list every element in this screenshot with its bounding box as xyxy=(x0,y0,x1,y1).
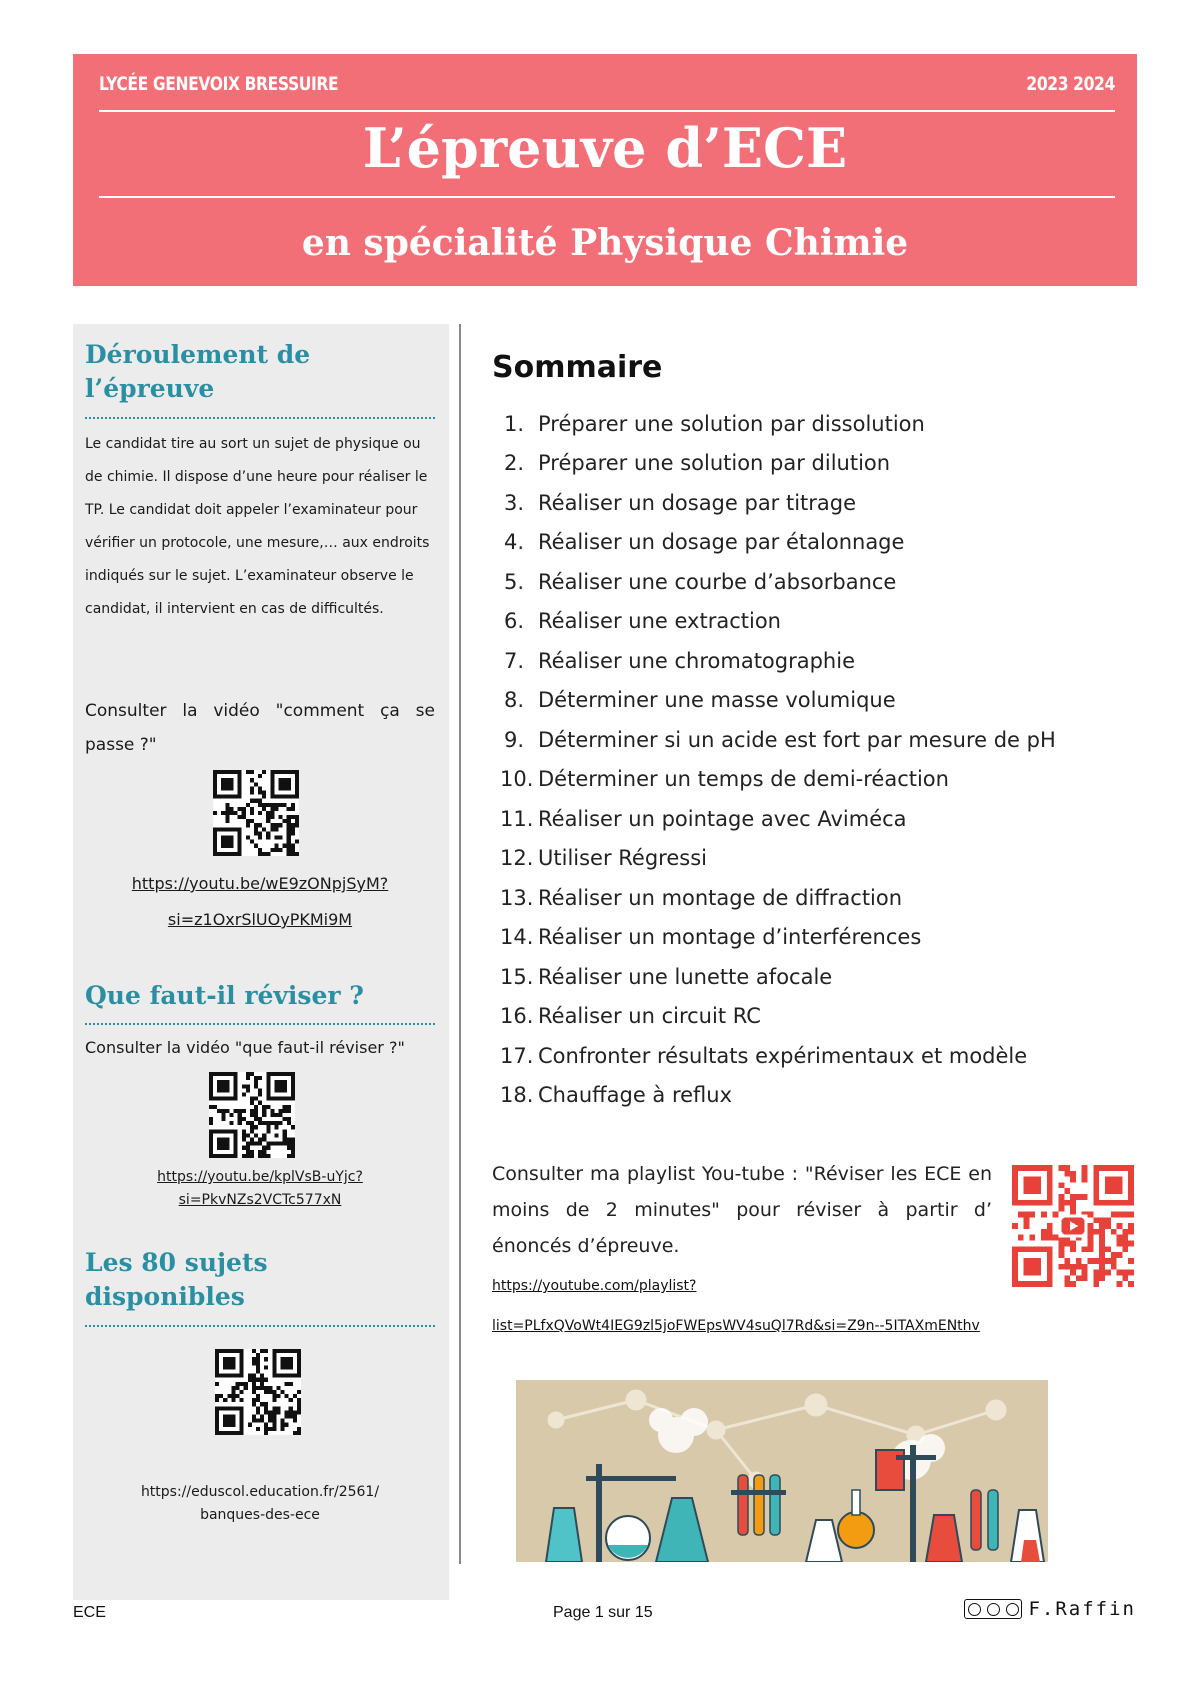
playlist-link[interactable] xyxy=(492,1266,1052,1346)
author-name: F.Raffin xyxy=(1028,1598,1136,1620)
summary-item xyxy=(500,444,1060,484)
summary-item-number: 7. xyxy=(503,648,524,673)
cc-dot xyxy=(987,1603,1000,1616)
page-title: L’épreuve d’ECE xyxy=(362,116,848,180)
cc-dot xyxy=(1006,1603,1019,1616)
summary-item-number: 2. xyxy=(503,451,524,476)
summary-item xyxy=(500,1036,1060,1076)
reviser-video-instruction: Consulter la vidéo "que faut-il réviser ?" xyxy=(85,1038,405,1057)
school-name: LYCÉE GENEVOIX BRESSUIRE xyxy=(99,73,339,95)
summary-item xyxy=(500,641,1060,681)
summary-item-number: 11. xyxy=(500,806,534,831)
reviser-link-line1[interactable]: https://youtu.be/kplVsB-uYjc? xyxy=(157,1169,363,1185)
summary-item-number: 5. xyxy=(503,569,524,594)
summary-item-number: 14. xyxy=(500,925,534,950)
heading-line: Les 80 sujets xyxy=(85,1248,268,1277)
summary-item-label: Réaliser une extraction xyxy=(538,609,781,634)
page-number: Page 1 sur 15 xyxy=(553,1604,653,1621)
header-banner xyxy=(73,54,1137,286)
sidebar xyxy=(73,324,449,1600)
qr-code-icon[interactable] xyxy=(209,1072,295,1158)
school-year: 2023 2024 xyxy=(1026,73,1115,95)
summary-item-label: Réaliser un circuit RC xyxy=(538,1004,761,1029)
cc-by-nc-sa-icon xyxy=(964,1599,1022,1619)
summary-item-label: Chauffage à reflux xyxy=(538,1083,733,1108)
summary-item xyxy=(500,760,1060,800)
section-divider xyxy=(85,417,435,419)
qr-code-icon[interactable] xyxy=(215,1349,301,1435)
summary-item-number: 13. xyxy=(500,885,534,910)
summary-item-number: 4. xyxy=(503,530,524,555)
section-heading-deroulement xyxy=(85,338,435,406)
summary-item-number: 3. xyxy=(503,490,524,515)
summary-item xyxy=(500,878,1060,918)
summary-item xyxy=(500,523,1060,563)
summary-item-number: 10. xyxy=(500,767,534,792)
summary-list xyxy=(500,404,1060,1115)
footer-left: ECE xyxy=(73,1604,106,1621)
playlist-text: Consulter ma playlist You-tube : "Réviser les ECE en moins de 2 minutes" pour réviser à partir d’ énoncés d’épreuve. xyxy=(492,1163,992,1257)
heading-line: disponibles xyxy=(85,1282,245,1311)
summary-item xyxy=(500,997,1060,1037)
summary-item-number: 15. xyxy=(500,964,534,989)
summary-item xyxy=(500,483,1060,523)
summary-item xyxy=(500,839,1060,879)
page-subtitle: en spécialité Physique Chimie xyxy=(301,222,909,264)
summary-item xyxy=(500,681,1060,721)
summary-item-label: Réaliser un montage de diffraction xyxy=(538,885,903,910)
summary-item-label: Déterminer un temps de demi-réaction xyxy=(538,767,949,792)
summary-item xyxy=(500,957,1060,997)
banner-rule-bottom xyxy=(99,196,1115,198)
cc-dot xyxy=(968,1603,981,1616)
summary-item xyxy=(500,918,1060,958)
eduscol-link-line1[interactable]: https://eduscol.education.fr/2561/ xyxy=(140,1484,380,1500)
summary-item-label: Préparer une solution par dissolution xyxy=(538,411,925,436)
summary-item-label: Réaliser un pointage avec Aviméca xyxy=(538,806,907,831)
column-divider xyxy=(459,324,461,1564)
summary-item xyxy=(500,562,1060,602)
summary-item xyxy=(500,799,1060,839)
summary-item xyxy=(500,720,1060,760)
summary-item-label: Déterminer une masse volumique xyxy=(538,688,896,713)
summary-item-number: 8. xyxy=(503,688,524,713)
heading-line: l’épreuve xyxy=(85,374,215,403)
summary-item-label: Réaliser une courbe d’absorbance xyxy=(538,569,897,594)
section-heading-sujets xyxy=(85,1246,435,1314)
qr-pattern xyxy=(209,1072,295,1158)
summary-item xyxy=(500,1076,1060,1116)
summary-item xyxy=(500,404,1060,444)
summary-title: Sommaire xyxy=(492,350,663,385)
reviser-link-line2[interactable]: si=PkvNZs2VCTc577xN xyxy=(178,1192,342,1208)
summary-item-label: Préparer une solution par dilution xyxy=(538,451,891,476)
summary-item-number: 16. xyxy=(500,1004,534,1029)
summary-item-label: Réaliser une lunette afocale xyxy=(538,964,833,989)
footer-author xyxy=(964,1598,1136,1620)
section-heading-reviser: Que faut-il réviser ? xyxy=(85,981,364,1010)
summary-item-number: 1. xyxy=(503,411,524,436)
qr-pattern xyxy=(213,770,299,856)
summary-item-label: Confronter résultats expérimentaux et modèle xyxy=(538,1043,1028,1068)
qr-pattern xyxy=(215,1349,301,1435)
video-link-line1[interactable]: https://youtu.be/wE9zONpjSyM? xyxy=(131,874,389,893)
video-instruction: Consulter la vidéo "comment ça se passe ?" xyxy=(85,701,435,755)
summary-item-number: 9. xyxy=(503,727,524,752)
summary-item xyxy=(500,602,1060,642)
summary-item-number: 12. xyxy=(500,846,534,871)
eduscol-link-line2[interactable]: banques-des-ece xyxy=(200,1507,320,1523)
summary-item-number: 18. xyxy=(500,1083,534,1108)
summary-item-label: Déterminer si un acide est fort par mesure de pH xyxy=(538,727,1056,752)
banner-rule-top xyxy=(99,110,1115,112)
playlist-link-line1[interactable]: https://youtube.com/playlist? xyxy=(492,1278,697,1294)
qr-code-icon[interactable] xyxy=(213,770,299,856)
summary-item-label: Réaliser un dosage par titrage xyxy=(538,490,857,515)
summary-item-number: 6. xyxy=(503,609,524,634)
section-divider xyxy=(85,1325,435,1327)
summary-item-label: Réaliser un dosage par étalonnage xyxy=(538,530,905,555)
section-divider xyxy=(85,1023,435,1025)
video-link-line2[interactable]: si=z1OxrSlUOyPKMi9M xyxy=(167,910,353,929)
summary-item-number: 17. xyxy=(500,1043,534,1068)
deroulement-paragraph: Le candidat tire au sort un sujet de physique ou de chimie. Il dispose d’une heure pour réaliser le TP. Le candidat doit appeler l’examinateur pour vérifier un protocole, une mesure,… aux endroits indiqués sur le sujet. L’examinateur observe le candidat, il intervient en cas de difficultés. xyxy=(85,436,430,617)
summary-item-label: Utiliser Régressi xyxy=(538,846,707,871)
playlist-link-line2[interactable]: list=PLfxQVoWt4IEG9zl5joFWEpsWV4suQl7Rd&si=Z9n--5ITAXmENthv xyxy=(492,1318,980,1334)
heading-line: Déroulement de xyxy=(85,340,311,369)
summary-item-label: Réaliser un montage d’interférences xyxy=(538,925,922,950)
lab-glassware-illustration xyxy=(516,1380,1048,1562)
summary-item-label: Réaliser une chromatographie xyxy=(538,648,855,673)
